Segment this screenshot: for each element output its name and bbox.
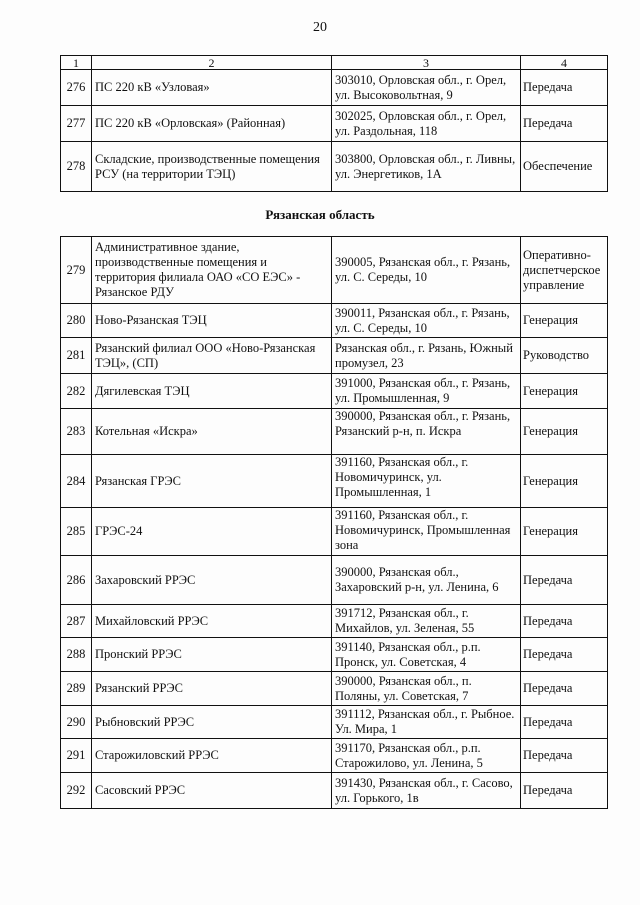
object-name: ПС 220 кВ «Орловская» (Районная) [92,106,332,142]
object-purpose: Генерация [521,455,608,508]
table-row [61,556,608,605]
object-address: 303800, Орловская обл., г. Ливны, ул. Энергетиков, 1А [332,142,521,192]
header-cell: 1 [61,56,92,70]
object-purpose: Передача [521,605,608,638]
object-address: 390000, Рязанская обл., п. Поляны, ул. Советская, 7 [332,672,521,706]
table-row [61,374,608,409]
table-row [61,409,608,455]
object-purpose: Обеспечение [521,142,608,192]
object-address: 302025, Орловская обл., г. Орел, ул. Раздольная, 118 [332,106,521,142]
object-name: Захаровский РРЭС [92,556,332,605]
object-purpose: Передача [521,638,608,672]
table-row [61,672,608,706]
header-cell: 3 [332,56,521,70]
table-row [61,739,608,773]
object-purpose: Передача [521,70,608,106]
object-name: Старожиловский РРЭС [92,739,332,773]
table-row [61,142,608,192]
row-number: 284 [61,455,92,508]
object-address: 391712, Рязанская обл., г. Михайлов, ул. Зеленая, 55 [332,605,521,638]
object-purpose: Генерация [521,508,608,556]
object-address: 390000, Рязанская обл., Захаровский р-н, ул. Ленина, 6 [332,556,521,605]
table-row [61,638,608,672]
row-number: 286 [61,556,92,605]
object-purpose: Передача [521,739,608,773]
object-address: 391430, Рязанская обл., г. Сасово, ул. Горького, 1в [332,773,521,809]
row-number: 292 [61,773,92,809]
object-name: Рыбновский РРЭС [92,706,332,739]
object-address: 390000, Рязанская обл., г. Рязань, Рязанский р-н, п. Искра [332,409,521,455]
table-row [61,773,608,809]
object-address: 390011, Рязанская обл., г. Рязань, ул. С. Середы, 10 [332,304,521,338]
object-purpose: Передача [521,556,608,605]
row-number: 280 [61,304,92,338]
object-purpose: Передача [521,106,608,142]
header-cell: 4 [521,56,608,70]
table-row [61,106,608,142]
object-name: Котельная «Искра» [92,409,332,455]
row-number: 283 [61,409,92,455]
object-name: Михайловский РРЭС [92,605,332,638]
table-row [61,70,608,106]
object-address: 303010, Орловская обл., г. Орел, ул. Высоковольтная, 9 [332,70,521,106]
object-name: Складские, производственные помещения РСУ (на территории ТЭЦ) [92,142,332,192]
row-number: 279 [61,237,92,304]
row-number: 277 [61,106,92,142]
row-number: 288 [61,638,92,672]
row-number: 282 [61,374,92,409]
row-number: 278 [61,142,92,192]
object-address: 390005, Рязанская обл., г. Рязань, ул. С. Середы, 10 [332,237,521,304]
section-title: Рязанская область [265,207,375,222]
table-row [61,706,608,739]
object-address: 391000, Рязанская обл., г. Рязань, ул. Промышленная, 9 [332,374,521,409]
object-name: Дягилевская ТЭЦ [92,374,332,409]
row-number: 281 [61,338,92,374]
row-number: 291 [61,739,92,773]
row-number: 285 [61,508,92,556]
object-name: Административное здание, производственные помещения и территория филиала ОАО «СО ЕЭС» - Рязанское РДУ [92,237,332,304]
object-purpose: Оперативно-диспетчерское управление [521,237,608,304]
object-address: 391160, Рязанская обл., г. Новомичуринск, Промышленная зона [332,508,521,556]
table-row [61,237,608,304]
object-name: Рязанский РРЭС [92,672,332,706]
table-bottom [60,236,608,809]
object-name: Рязанский филиал ООО «Ново-Рязанская ТЭЦ», (СП) [92,338,332,374]
object-purpose: Руководство [521,338,608,374]
table-row [61,605,608,638]
object-name: Пронский РРЭС [92,638,332,672]
object-name: ГРЭС-24 [92,508,332,556]
object-purpose: Передача [521,706,608,739]
object-address: 391140, Рязанская обл., р.п. Пронск, ул. Советская, 4 [332,638,521,672]
table-top [60,55,608,192]
object-address: 391170, Рязанская обл., р.п. Старожилово, ул. Ленина, 5 [332,739,521,773]
object-address: Рязанская обл., г. Рязань, Южный промузел, 23 [332,338,521,374]
object-purpose: Генерация [521,409,608,455]
object-purpose: Генерация [521,304,608,338]
table-header-row [61,56,608,70]
table-row [61,304,608,338]
row-number: 287 [61,605,92,638]
object-name: ПС 220 кВ «Узловая» [92,70,332,106]
object-purpose: Передача [521,773,608,809]
object-name: Сасовский РРЭС [92,773,332,809]
header-cell: 2 [92,56,332,70]
object-address: 391112, Рязанская обл., г. Рыбное. Ул. Мира, 1 [332,706,521,739]
object-purpose: Передача [521,672,608,706]
row-number: 289 [61,672,92,706]
object-address: 391160, Рязанская обл., г. Новомичуринск, ул. Промышленная, 1 [332,455,521,508]
table-row [61,455,608,508]
object-purpose: Генерация [521,374,608,409]
page-number: 20 [313,20,327,35]
table-row [61,508,608,556]
table-row [61,338,608,374]
row-number: 276 [61,70,92,106]
row-number: 290 [61,706,92,739]
object-name: Рязанская ГРЭС [92,455,332,508]
object-name: Ново-Рязанская ТЭЦ [92,304,332,338]
